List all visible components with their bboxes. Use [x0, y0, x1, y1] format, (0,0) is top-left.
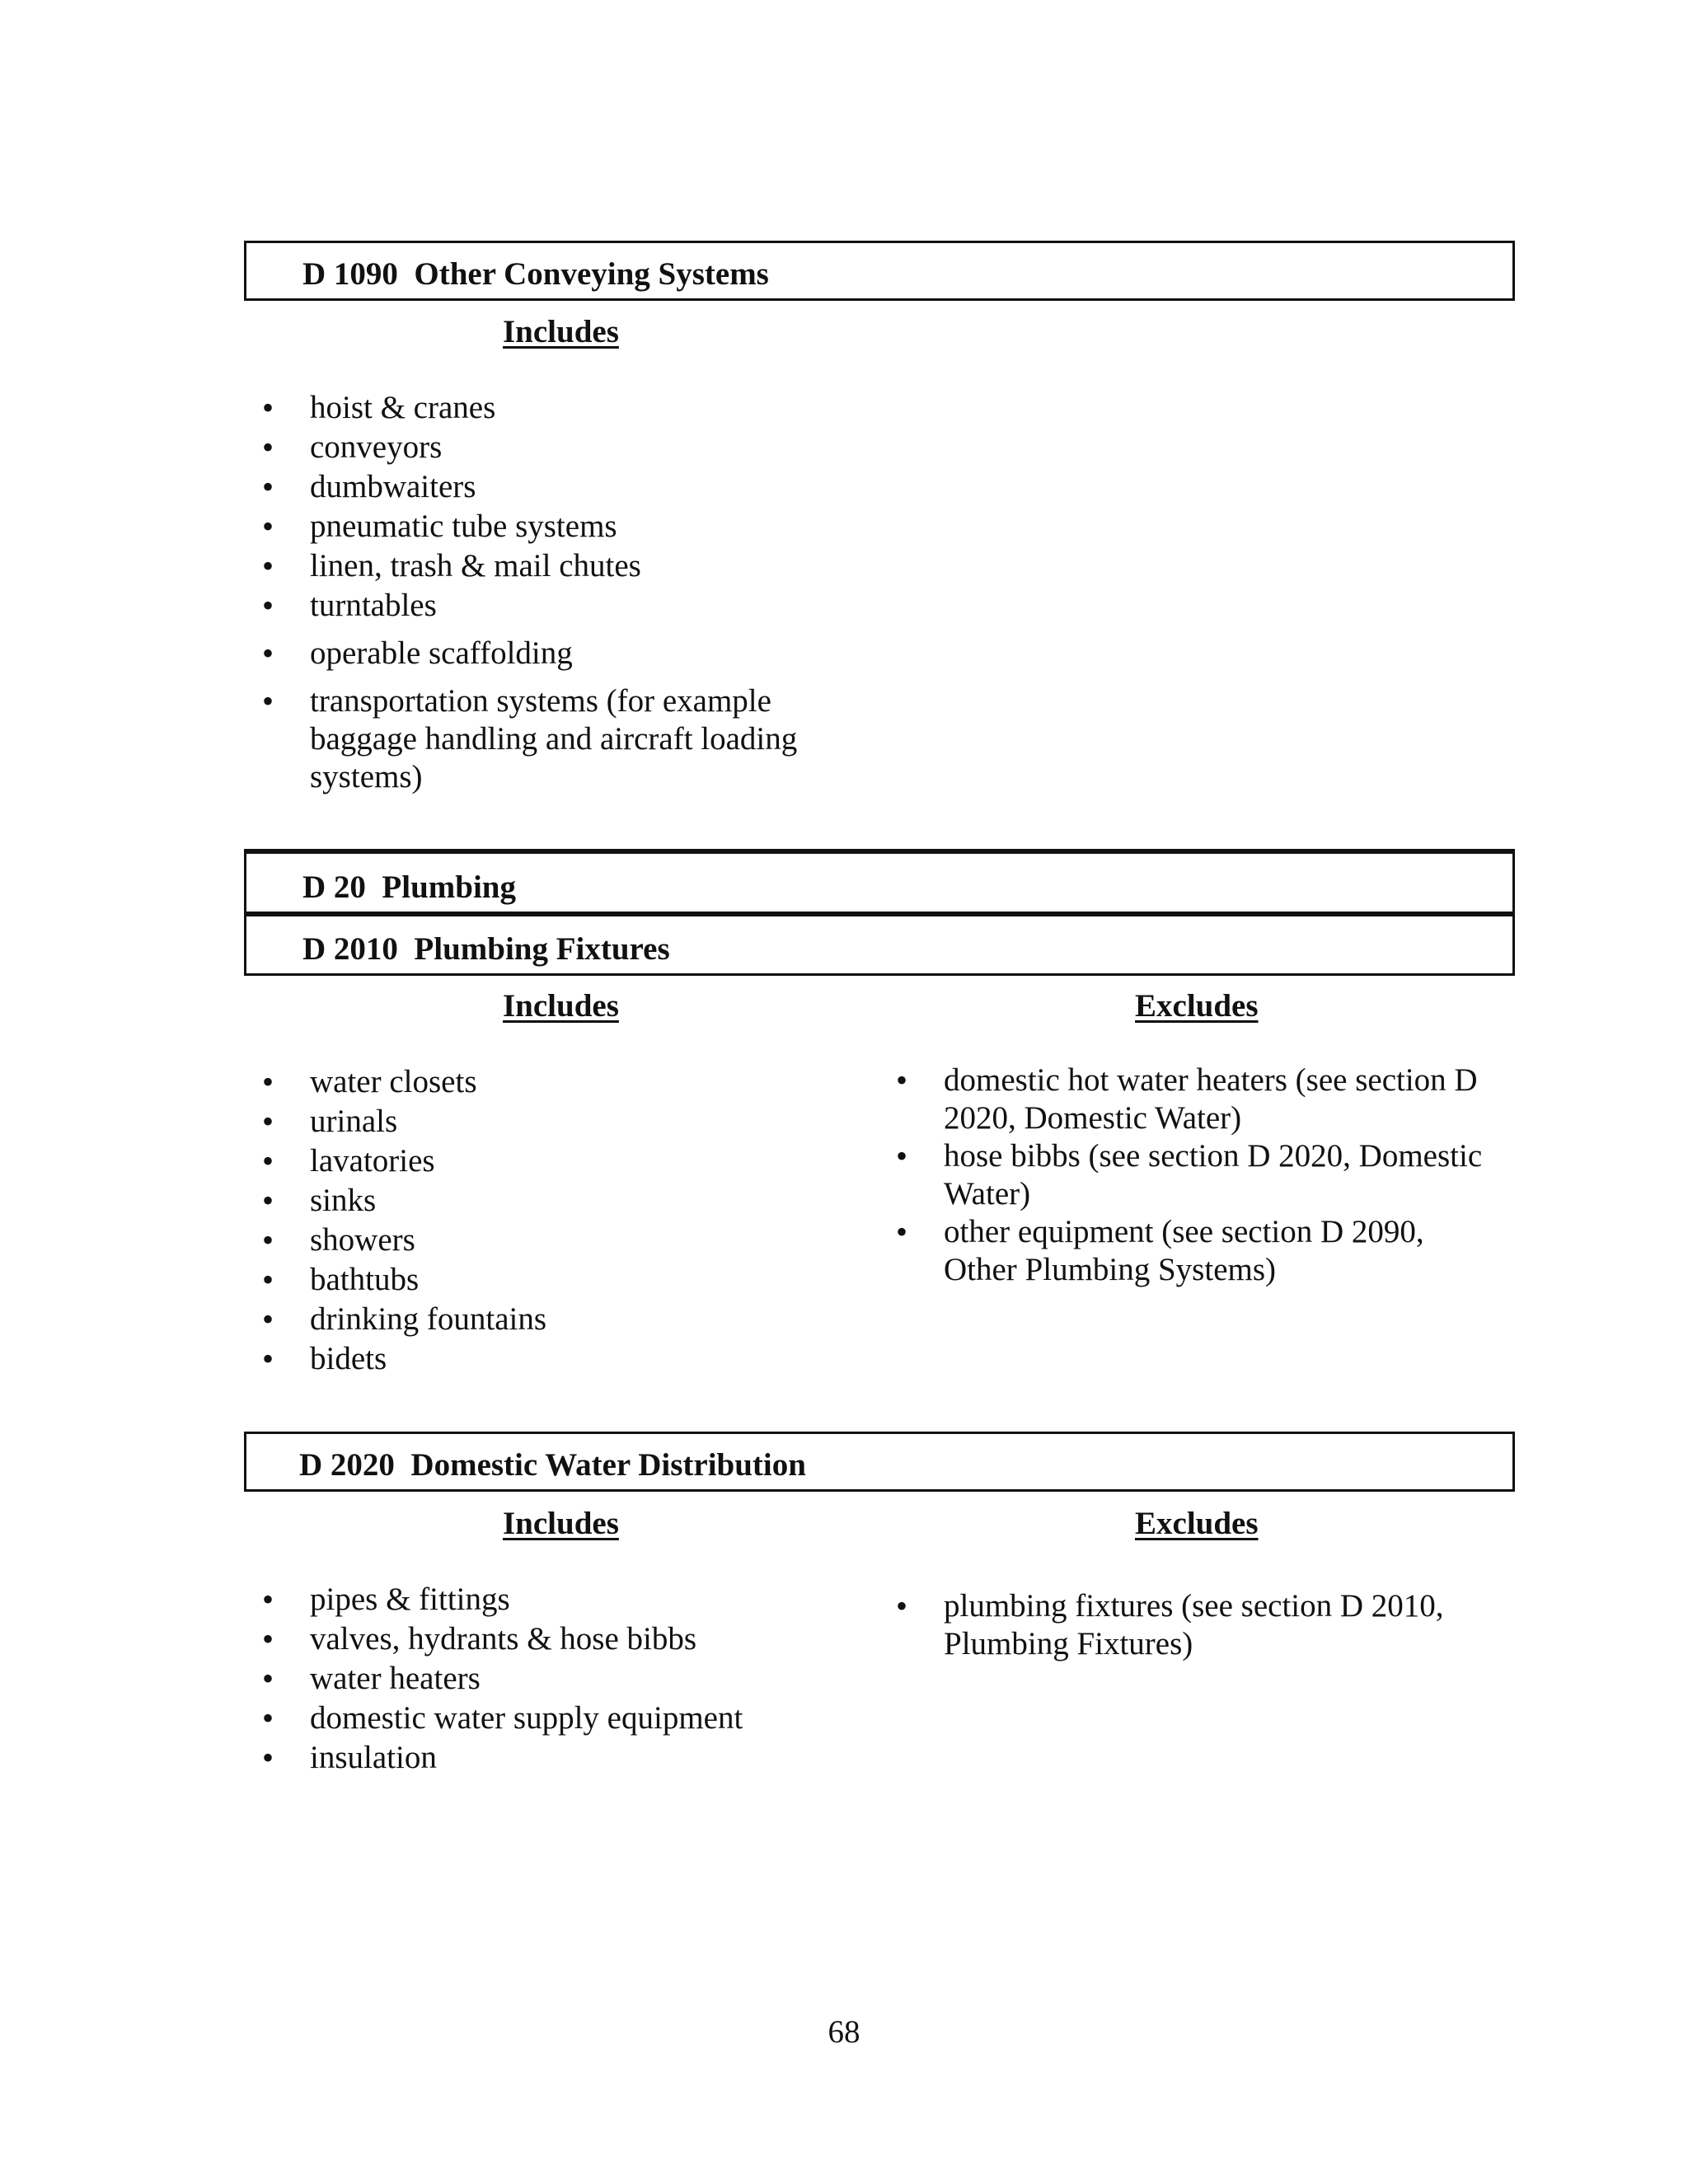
- list-item: • operable scaffolding: [262, 635, 856, 673]
- list-item: • dumbwaiters: [262, 468, 856, 506]
- list-item: • sinks: [262, 1182, 856, 1220]
- list-item: • plumbing fixtures (see section D 2010, Plumbing Fixtures): [896, 1587, 1488, 1663]
- list-item: • hoist & cranes: [262, 389, 856, 427]
- list-item: • insulation: [262, 1739, 856, 1777]
- list-item: • turntables: [262, 587, 856, 625]
- list-item: • conveyors: [262, 429, 856, 466]
- includes-heading: Includes: [503, 1506, 619, 1541]
- section-header-d20: [244, 849, 1515, 914]
- list-item: • other equipment (see section D 2090, Other Plumbing Systems): [896, 1213, 1488, 1289]
- list-item: • pipes & fittings: [262, 1581, 856, 1619]
- includes-heading: Includes: [503, 988, 619, 1024]
- page-number: 68: [828, 2014, 860, 2050]
- list-item: • water heaters: [262, 1660, 856, 1698]
- list-item: • drinking fountains: [262, 1301, 856, 1338]
- list-item: • domestic water supply equipment: [262, 1699, 856, 1737]
- section-title: D 2010 Plumbing Fixtures: [302, 931, 670, 967]
- list-item: • pneumatic tube systems: [262, 508, 856, 546]
- list-item: • bathtubs: [262, 1261, 856, 1299]
- list-item: • hose bibbs (see section D 2020, Domestic Water): [896, 1137, 1514, 1213]
- excludes-list-d2020: [896, 1587, 1514, 1663]
- list-item: • valves, hydrants & hose bibbs: [262, 1620, 856, 1658]
- includes-list-d2010: [262, 1063, 856, 1378]
- includes-list-d1090: [262, 389, 856, 796]
- list-item: • linen, trash & mail chutes: [262, 547, 856, 585]
- section-title: D 2020 Domestic Water Distribution: [299, 1447, 806, 1483]
- list-item: • transportation systems (for example baggage handling and aircraft loading systems): [262, 682, 837, 796]
- includes-list-d2020: [262, 1581, 856, 1777]
- section-header-d2010: [244, 914, 1515, 976]
- list-item: • showers: [262, 1221, 856, 1259]
- excludes-heading: Excludes: [1135, 988, 1259, 1024]
- list-item: • domestic hot water heaters (see section D 2020, Domestic Water): [896, 1062, 1488, 1137]
- includes-heading: Includes: [503, 314, 619, 349]
- section-header-d1090: [244, 241, 1515, 301]
- list-item: • urinals: [262, 1103, 856, 1141]
- list-item: • lavatories: [262, 1142, 856, 1180]
- section-header-d2020: [244, 1432, 1515, 1492]
- excludes-heading: Excludes: [1135, 1506, 1259, 1541]
- section-title: D 1090 Other Conveying Systems: [302, 256, 769, 292]
- list-item: • bidets: [262, 1340, 856, 1378]
- section-title: D 20 Plumbing: [302, 869, 516, 905]
- list-item: • water closets: [262, 1063, 856, 1101]
- excludes-list-d2010: [896, 1062, 1514, 1289]
